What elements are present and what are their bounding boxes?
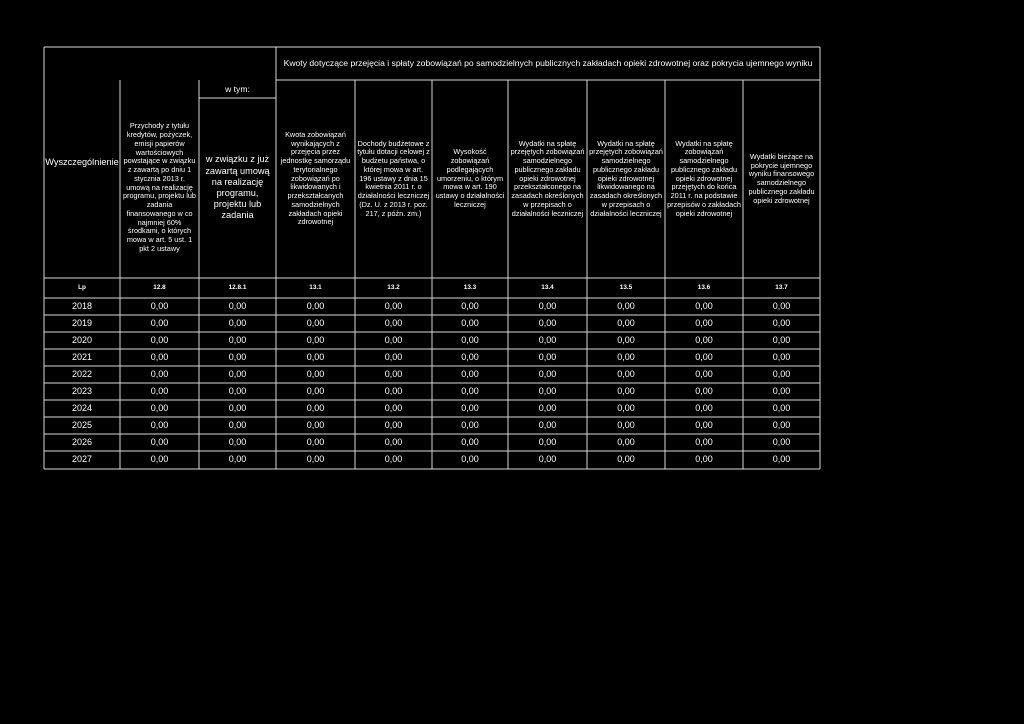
lp-label: Lp	[78, 284, 86, 292]
table-cell: 0,00	[617, 352, 635, 363]
column-number: 13.5	[619, 284, 633, 292]
table-cell: 0,00	[461, 420, 479, 431]
table-cell: 0,00	[461, 437, 479, 448]
column-header-12-8-1: w związku z już zawartą umową na realizację programu, projektu lub zadania	[205, 154, 270, 221]
table-cell: 0,00	[228, 352, 247, 363]
column-number: 12.8	[153, 284, 166, 292]
table-cell: 0,00	[617, 301, 635, 312]
row-year: 2025	[71, 420, 93, 431]
table-cell: 0,00	[772, 318, 791, 329]
table-cell: 0,00	[538, 386, 557, 397]
table-cell: 0,00	[228, 420, 247, 431]
row-year: 2020	[71, 335, 93, 346]
table-cell: 0,00	[772, 369, 791, 380]
table-cell: 0,00	[617, 454, 635, 465]
row-year: 2023	[71, 386, 93, 397]
table-cell: 0,00	[384, 301, 403, 312]
table-cell: 0,00	[617, 335, 635, 346]
table-cell: 0,00	[150, 335, 169, 346]
table-cell: 0,00	[695, 301, 713, 312]
table-cell: 0,00	[461, 386, 479, 397]
table-cell: 0,00	[228, 386, 247, 397]
table-cell: 0,00	[150, 352, 169, 363]
table-cell: 0,00	[384, 318, 403, 329]
table-cell: 0,00	[461, 335, 479, 346]
table-cell: 0,00	[384, 386, 403, 397]
table-cell: 0,00	[538, 335, 557, 346]
table-cell: 0,00	[150, 386, 169, 397]
table-cell: 0,00	[695, 437, 713, 448]
table-cell: 0,00	[695, 386, 713, 397]
column-number: 12.8.1	[228, 284, 247, 292]
table-title: Kwoty dotyczące przejęcia i spłaty zobowiązań po samodzielnych publicznych zakładach opieki zdrowotnej oraz pokrycia ujemnego wyniku	[283, 58, 813, 69]
table-cell: 0,00	[772, 420, 791, 431]
table-cell: 0,00	[695, 335, 713, 346]
table-cell: 0,00	[695, 420, 713, 431]
table-cell: 0,00	[772, 454, 791, 465]
table-cell: 0,00	[150, 437, 169, 448]
table-cell: 0,00	[538, 369, 557, 380]
column-header-12-8: Przychody z tytułu kredytów, pożyczek, emisji papierów wartościowych powstające w związku z zawartą po dniu 1 stycznia 2013 r. umową na realizację programu, projektu lub zadania finansowanego w co najmniej 60% środkami, o których mowa w art. 5 ust. 1 pkt 2 ustawy	[122, 121, 196, 253]
table-cell: 0,00	[695, 352, 713, 363]
table-cell: 0,00	[617, 403, 635, 414]
table-cell: 0,00	[772, 352, 791, 363]
row-year: 2019	[71, 318, 93, 329]
table-cell: 0,00	[306, 454, 325, 465]
table-cell: 0,00	[538, 420, 557, 431]
table-cell: 0,00	[772, 301, 791, 312]
table-cell: 0,00	[461, 369, 479, 380]
table-cell: 0,00	[150, 403, 169, 414]
row-year: 2027	[71, 454, 93, 465]
column-header-13-6: Wydatki na spłatę zobowiązań samodzielnego publicznego zakładu opieki zdrowotnej przejętych do końca 2011 r. na podstawie przepisów o zakładach opieki zdrowotnej	[667, 138, 741, 218]
table-cell: 0,00	[306, 335, 325, 346]
table-cell: 0,00	[617, 369, 635, 380]
table-cell: 0,00	[772, 335, 791, 346]
table-cell: 0,00	[384, 454, 403, 465]
table-cell: 0,00	[384, 420, 403, 431]
table-cell: 0,00	[538, 437, 557, 448]
table-cell: 0,00	[772, 386, 791, 397]
table-cell: 0,00	[461, 318, 479, 329]
column-header-13-5: Wydatki na spłatę przejętych zobowiązań samodzielnego publicznego zakładu opieki zdrowotnej likwidowanego na zasadach określonych w przepisach o działalności leczniczej	[589, 138, 663, 218]
table-cell: 0,00	[306, 437, 325, 448]
table-cell: 0,00	[306, 386, 325, 397]
table-cell: 0,00	[306, 420, 325, 431]
table-cell: 0,00	[150, 318, 169, 329]
table-cell: 0,00	[538, 454, 557, 465]
table-cell: 0,00	[695, 454, 713, 465]
table-cell: 0,00	[228, 335, 247, 346]
table-cell: 0,00	[150, 420, 169, 431]
row-year: 2024	[71, 403, 93, 414]
table-cell: 0,00	[617, 437, 635, 448]
table-cell: 0,00	[384, 369, 403, 380]
table-cell: 0,00	[617, 420, 635, 431]
column-number: 13.7	[775, 284, 788, 292]
table-cell: 0,00	[538, 318, 557, 329]
table-cell: 0,00	[228, 403, 247, 414]
table-cell: 0,00	[306, 352, 325, 363]
column-number: 13.1	[309, 284, 322, 292]
table-cell: 0,00	[228, 301, 247, 312]
row-year: 2018	[71, 301, 93, 312]
table-cell: 0,00	[461, 352, 479, 363]
table-cell: 0,00	[538, 403, 557, 414]
row-year: 2022	[71, 369, 93, 380]
table-cell: 0,00	[538, 352, 557, 363]
table-cell: 0,00	[461, 454, 479, 465]
row-year: 2021	[71, 352, 93, 363]
w-tym-label: w tym:	[225, 83, 250, 94]
table-cell: 0,00	[306, 318, 325, 329]
column-number: 13.6	[697, 284, 711, 292]
table-cell: 0,00	[695, 369, 713, 380]
column-header-13-4: Wydatki na spłatę przejętych zobowiązań samodzielnego publicznego zakładu opieki zdrowotnej przekształconego na zasadach określonych w przepisach o działalności leczniczej	[510, 138, 585, 218]
table-cell: 0,00	[150, 454, 169, 465]
column-header-13-2: Dochody budżetowe z tytułu dotacji celowej z budżetu państwa, o której mowa w art. 196 ustawy z dnia 15 kwietnia 2011 r. o działalności leczniczej (Dz. U. z 2013 r. poz. 217, z późn. zm.)	[357, 138, 430, 218]
table-cell: 0,00	[772, 437, 791, 448]
table-cell: 0,00	[617, 386, 635, 397]
column-number: 13.2	[387, 284, 400, 292]
table-cell: 0,00	[150, 301, 169, 312]
table-cell: 0,00	[384, 403, 403, 414]
column-header-13-3: Wysokość zobowiązań podlegających umorzeniu, o którym mowa w art. 190 ustawy o działalności leczniczej	[435, 147, 505, 209]
column-header-13-1: Kwota zobowiązań wynikających z przejęcia przez jednostkę samorządu terytorialnego zobowiązań po likwidowanych i przekształcanych samodzielnych zakładach opieki zdrowotnej	[280, 129, 351, 227]
table-cell: 0,00	[772, 403, 791, 414]
table-cell: 0,00	[617, 318, 635, 329]
table-cell: 0,00	[461, 301, 479, 312]
table-cell: 0,00	[384, 335, 403, 346]
table-cell: 0,00	[150, 369, 169, 380]
table-cell: 0,00	[538, 301, 557, 312]
table-cell: 0,00	[306, 403, 325, 414]
table-cell: 0,00	[695, 403, 713, 414]
column-number: 13.4	[541, 284, 554, 292]
table-cell: 0,00	[228, 369, 247, 380]
table-cell: 0,00	[384, 437, 403, 448]
table-cell: 0,00	[228, 454, 247, 465]
row-year: 2026	[71, 437, 93, 448]
table-cell: 0,00	[306, 369, 325, 380]
table-cell: 0,00	[228, 318, 247, 329]
table-cell: 0,00	[228, 437, 247, 448]
table-cell: 0,00	[695, 318, 713, 329]
column-number: 13.3	[463, 284, 477, 292]
column-header-13-7: Wydatki bieżące na pokrycie ujemnego wyniku finansowego samodzielnego publicznego zakładu opieki zdrowotnej	[748, 151, 815, 205]
table-cell: 0,00	[306, 301, 325, 312]
table-cell: 0,00	[461, 403, 479, 414]
table-cell: 0,00	[384, 352, 403, 363]
header-wyszczegolnienie: Wyszczególnienie	[45, 157, 119, 168]
